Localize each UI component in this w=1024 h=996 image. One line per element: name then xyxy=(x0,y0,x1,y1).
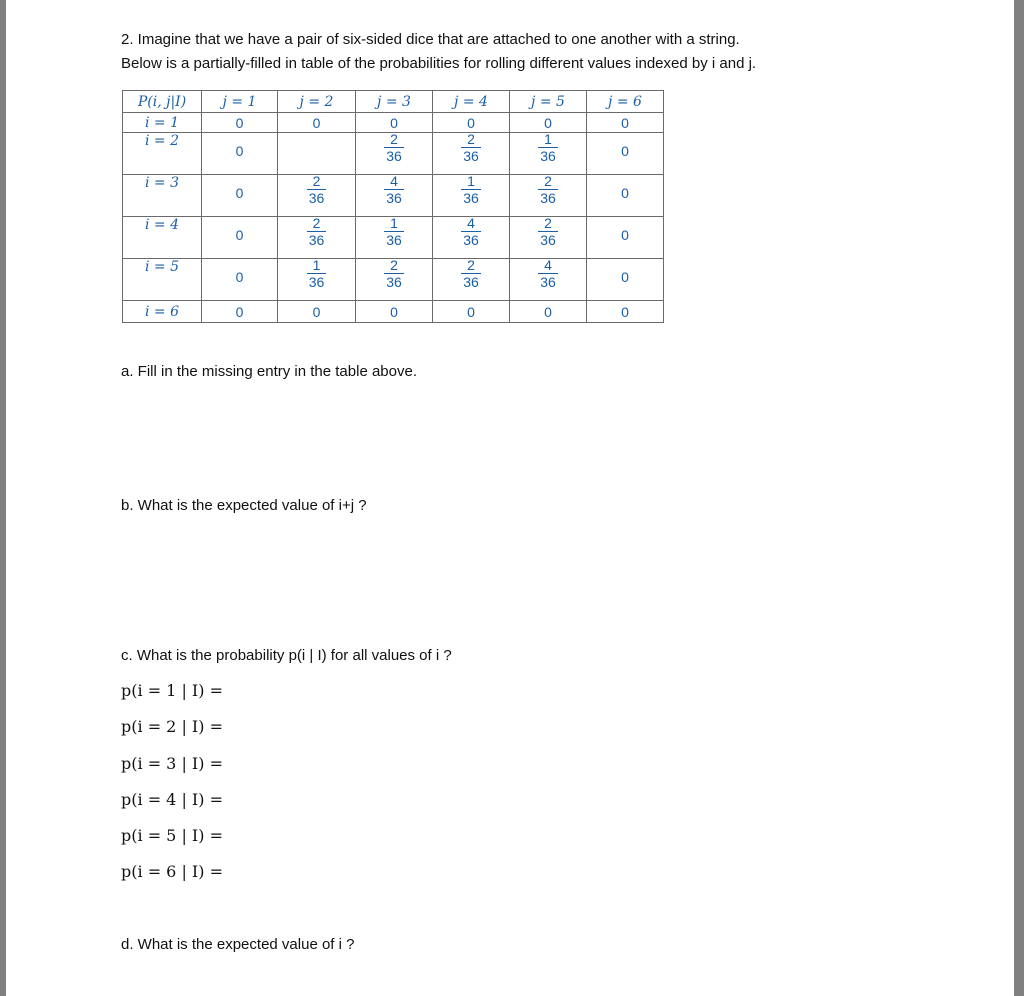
fraction-numerator: 4 xyxy=(467,215,475,231)
probability-cell xyxy=(202,259,278,301)
probability-cell xyxy=(356,133,433,175)
fraction-numerator: 2 xyxy=(312,215,321,231)
probability-answer-line: p(i = 1 | I) = xyxy=(121,681,223,700)
fraction xyxy=(459,259,483,288)
probability-cell xyxy=(510,113,587,133)
fraction xyxy=(536,133,560,162)
cell-value: 0 xyxy=(467,303,475,320)
probability-cell xyxy=(433,301,510,323)
fraction-numerator: 4 xyxy=(544,257,552,273)
cell-value: 0 xyxy=(390,303,398,320)
cell-value: 0 xyxy=(390,114,398,131)
probability-cell xyxy=(433,217,510,259)
probability-cell xyxy=(510,259,587,301)
probability-cell xyxy=(510,301,587,323)
row-header: i = 5 xyxy=(123,259,202,301)
cell-value: 0 xyxy=(312,114,321,131)
fraction-denominator: 36 xyxy=(463,232,479,248)
probability-cell xyxy=(202,133,278,175)
probability-cell xyxy=(510,133,587,175)
table-row xyxy=(123,113,664,133)
probability-cell xyxy=(356,259,433,301)
cell-value: 0 xyxy=(235,227,244,243)
fraction xyxy=(536,175,560,204)
fraction-numerator: 2 xyxy=(544,215,552,231)
probability-cell xyxy=(510,175,587,217)
probability-cell xyxy=(587,259,664,301)
probability-cell xyxy=(587,113,664,133)
probability-answer-line: p(i = 5 | I) = xyxy=(121,826,223,845)
cell-value: 0 xyxy=(621,269,629,285)
fraction-denominator: 36 xyxy=(308,274,325,290)
probability-answer-line: p(i = 4 | I) = xyxy=(121,790,223,809)
fraction-numerator: 2 xyxy=(467,131,475,147)
fraction-numerator: 2 xyxy=(312,173,321,189)
probability-cell xyxy=(356,217,433,259)
fraction-denominator: 36 xyxy=(540,148,556,164)
probability-cell xyxy=(587,133,664,175)
row-header: i = 4 xyxy=(123,217,202,259)
fraction xyxy=(305,217,329,246)
column-header: j = 4 xyxy=(433,91,510,113)
fraction xyxy=(459,217,483,246)
column-header: j = 2 xyxy=(278,91,356,113)
fraction xyxy=(305,175,329,204)
fraction-denominator: 36 xyxy=(540,232,556,248)
document-page xyxy=(6,0,1014,996)
cell-value: 0 xyxy=(544,303,552,320)
probability-cell xyxy=(278,259,356,301)
fraction xyxy=(459,175,483,204)
probability-answer-line: p(i = 3 | I) = xyxy=(121,754,223,773)
fraction-denominator: 36 xyxy=(386,148,402,164)
fraction-denominator: 36 xyxy=(463,148,479,164)
row-header: i = 3 xyxy=(123,175,202,217)
question-line-1: 2. Imagine that we have a pair of six-sided dice that are attached to one another with a string. xyxy=(121,31,740,48)
probability-cell xyxy=(278,113,356,133)
table-row xyxy=(123,217,664,259)
probability-cell xyxy=(433,133,510,175)
fraction-numerator: 2 xyxy=(467,257,475,273)
fraction-denominator: 36 xyxy=(386,190,402,206)
part-b-prompt: b. What is the expected value of i+j ? xyxy=(121,497,367,514)
cell-value: 0 xyxy=(235,114,244,131)
missing-entry-cell xyxy=(278,133,356,175)
column-header: j = 1 xyxy=(202,91,278,113)
fraction-denominator: 36 xyxy=(386,232,402,248)
fraction-numerator: 1 xyxy=(467,173,475,189)
probability-cell xyxy=(278,301,356,323)
column-header: j = 3 xyxy=(356,91,433,113)
fraction xyxy=(382,133,406,162)
probability-cell xyxy=(587,301,664,323)
probability-table xyxy=(122,90,664,323)
fraction-denominator: 36 xyxy=(308,190,325,206)
probability-cell xyxy=(433,113,510,133)
fraction xyxy=(536,259,560,288)
probability-cell xyxy=(356,301,433,323)
fraction-numerator: 2 xyxy=(390,131,398,147)
table-row xyxy=(123,133,664,175)
fraction xyxy=(536,217,560,246)
cell-value: 0 xyxy=(235,185,244,201)
fraction-numerator: 2 xyxy=(544,173,552,189)
probability-cell xyxy=(433,259,510,301)
question-line-2: Below is a partially-filled in table of the probabilities for rolling different values indexed by i and j. xyxy=(121,55,757,72)
fraction-denominator: 36 xyxy=(463,190,479,206)
fraction-numerator: 4 xyxy=(390,173,398,189)
probability-cell xyxy=(510,217,587,259)
column-header: j = 5 xyxy=(510,91,587,113)
probability-cell xyxy=(587,217,664,259)
fraction-denominator: 36 xyxy=(386,274,402,290)
cell-value: 0 xyxy=(544,114,552,131)
fraction xyxy=(382,259,406,288)
table-row xyxy=(123,175,664,217)
fraction xyxy=(305,259,329,288)
cell-value: 0 xyxy=(621,227,629,243)
probability-cell xyxy=(202,301,278,323)
cell-value: 0 xyxy=(312,303,321,320)
probability-cell xyxy=(278,175,356,217)
fraction-denominator: 36 xyxy=(308,232,325,248)
fraction xyxy=(459,133,483,162)
probability-cell xyxy=(202,113,278,133)
probability-cell xyxy=(202,175,278,217)
row-header: i = 1 xyxy=(123,113,202,133)
table-row xyxy=(123,259,664,301)
part-d-prompt: d. What is the expected value of i ? xyxy=(121,936,355,953)
probability-cell xyxy=(587,175,664,217)
table-row xyxy=(123,301,664,323)
column-header: j = 6 xyxy=(587,91,664,113)
probability-cell xyxy=(433,175,510,217)
fraction-denominator: 36 xyxy=(463,274,479,290)
fraction-numerator: 1 xyxy=(544,131,552,147)
part-c-prompt: c. What is the probability p(i | I) for all values of i ? xyxy=(121,647,452,664)
fraction-numerator: 1 xyxy=(312,257,321,273)
fraction-denominator: 36 xyxy=(540,274,556,290)
cell-value: 0 xyxy=(621,303,629,320)
probability-cell xyxy=(278,217,356,259)
fraction-numerator: 1 xyxy=(390,215,398,231)
row-header: i = 2 xyxy=(123,133,202,175)
cell-value: 0 xyxy=(621,143,629,159)
fraction xyxy=(382,217,406,246)
fraction-numerator: 2 xyxy=(390,257,398,273)
cell-value: 0 xyxy=(235,143,244,159)
cell-value: 0 xyxy=(235,269,244,285)
probability-cell xyxy=(356,175,433,217)
cell-value: 0 xyxy=(621,185,629,201)
cell-value: 0 xyxy=(235,303,244,320)
probability-cell xyxy=(356,113,433,133)
cell-value: 0 xyxy=(467,114,475,131)
probability-answer-line: p(i = 6 | I) = xyxy=(121,862,223,881)
part-a-prompt: a. Fill in the missing entry in the table above. xyxy=(121,363,417,380)
fraction xyxy=(382,175,406,204)
row-header: i = 6 xyxy=(123,301,202,323)
cell-value: 0 xyxy=(621,114,629,131)
fraction-denominator: 36 xyxy=(540,190,556,206)
table-corner-header: P(i, j|I) xyxy=(123,91,202,113)
probability-answer-line: p(i = 2 | I) = xyxy=(121,717,223,736)
probability-cell xyxy=(202,217,278,259)
